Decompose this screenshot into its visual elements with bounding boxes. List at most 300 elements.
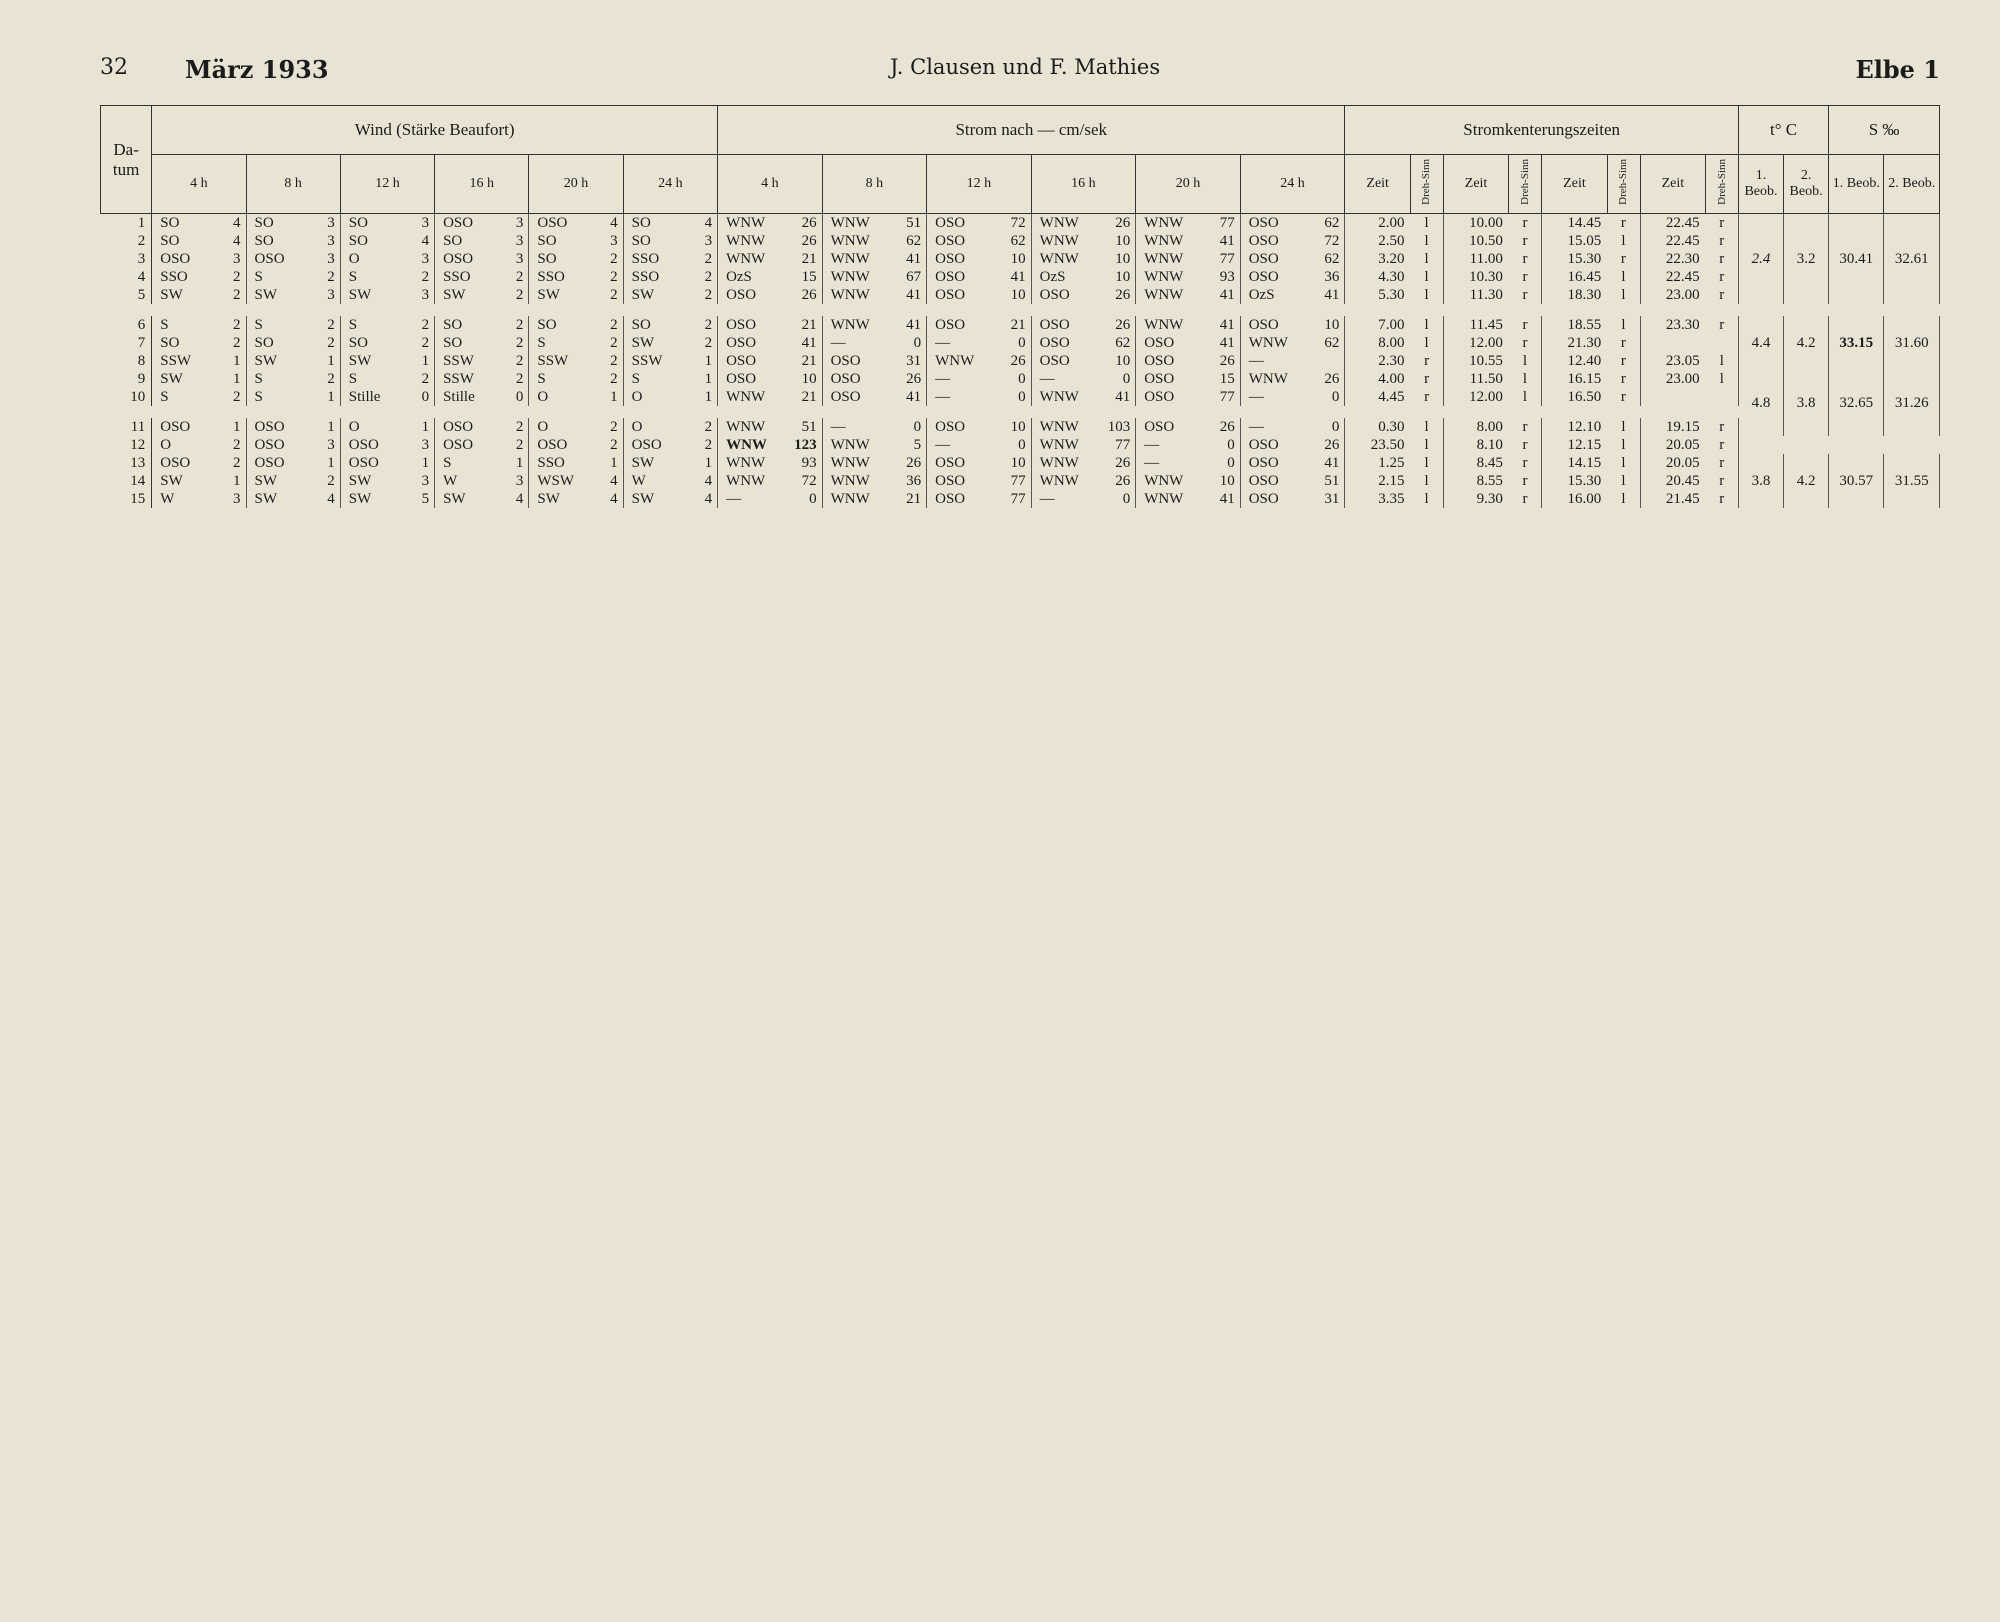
current-speed: 26 [775, 286, 822, 304]
wind-direction: OSO [160, 455, 191, 471]
wind-force: 2 [588, 370, 623, 388]
sal-beob-2: 31.60 [1884, 316, 1940, 370]
wind-force: 2 [211, 334, 246, 352]
current-direction: OSO [1248, 455, 1279, 471]
current-speed: 21 [879, 490, 926, 508]
current-speed: 26 [1193, 352, 1240, 370]
slack-time: 23.05 [1665, 353, 1700, 369]
table-row [101, 250, 1940, 268]
wind-force: 4 [211, 214, 246, 233]
slack-time: 2.15 [1378, 473, 1405, 489]
turn-sense: r [1706, 286, 1739, 304]
slack-time: 8.45 [1476, 455, 1503, 471]
wind-force: 1 [494, 454, 529, 472]
slack-time: 15.05 [1567, 233, 1602, 249]
current-speed: 51 [1298, 472, 1345, 490]
turn-sense: r [1607, 334, 1640, 352]
wind-direction: SO [254, 233, 274, 249]
current-direction: OSO [935, 491, 966, 507]
turn-sense: l [1706, 370, 1739, 388]
turn-sense: r [1607, 214, 1640, 233]
wind-direction: SW [537, 491, 560, 507]
current-speed: 0 [1089, 490, 1136, 508]
strom-hour-12: 12 h [927, 155, 1032, 214]
current-direction: WNW [1144, 269, 1184, 285]
current-direction: OSO [1144, 353, 1175, 369]
slack-time: 8.10 [1476, 437, 1503, 453]
wind-direction: SSO [443, 269, 471, 285]
wind-direction: O [631, 389, 643, 405]
slack-time: 8.00 [1476, 419, 1503, 435]
current-direction: OSO [1248, 233, 1279, 249]
slack-time: 10.00 [1469, 215, 1503, 231]
table-row [101, 286, 1940, 304]
slack-time: 12.00 [1469, 335, 1503, 351]
wind-force: 3 [494, 472, 529, 490]
slack-time: 23.50 [1370, 437, 1405, 453]
slack-time: 16.45 [1567, 269, 1602, 285]
current-direction: WNW [1039, 215, 1079, 231]
turn-sense: r [1509, 436, 1542, 454]
current-direction: WNW [726, 251, 766, 267]
wind-force: 2 [588, 286, 623, 304]
current-speed: 41 [879, 250, 926, 268]
wind-force: 3 [400, 436, 435, 454]
table-row [101, 436, 1940, 454]
turn-sense: l [1509, 388, 1542, 406]
current-speed: 21 [775, 316, 822, 334]
wind-direction: OSO [443, 419, 474, 435]
current-direction: WNW [830, 491, 870, 507]
current-speed: 10 [984, 418, 1031, 436]
wind-direction: SW [537, 287, 560, 303]
wind-direction: OSO [348, 437, 379, 453]
current-speed: 0 [1193, 454, 1240, 472]
wind-force: 2 [588, 436, 623, 454]
slack-time: 2.30 [1378, 353, 1405, 369]
wind-direction: S [537, 335, 546, 351]
day-cell: 3 [101, 250, 152, 268]
current-direction: WNW [726, 419, 766, 435]
wind-direction: SW [160, 371, 183, 387]
current-direction: WNW [830, 251, 870, 267]
strom-hour-16: 16 h [1031, 155, 1136, 214]
wind-direction: Stille [443, 389, 475, 405]
wind-direction: SO [537, 251, 557, 267]
current-speed: 26 [1089, 472, 1136, 490]
current-speed: 0 [984, 370, 1031, 388]
current-speed: 41 [1089, 388, 1136, 406]
slack-time: 20.05 [1665, 455, 1700, 471]
wind-force: 1 [588, 388, 623, 406]
current-speed: 0 [775, 490, 822, 508]
wind-direction: S [254, 389, 263, 405]
wind-direction: SSW [537, 353, 569, 369]
current-direction: — [1144, 455, 1160, 471]
current-direction: — [830, 335, 846, 351]
wind-direction: W [443, 473, 458, 489]
wind-direction: SO [160, 233, 180, 249]
march-table-body [101, 214, 1940, 509]
temp-beob-1: 1. Beob. [1738, 155, 1783, 214]
wind-force: 1 [305, 454, 340, 472]
table-row [101, 334, 1940, 352]
slack-time: 11.50 [1469, 371, 1503, 387]
wind-direction: OSO [537, 437, 568, 453]
day-cell: 14 [101, 472, 152, 490]
slack-time: 18.30 [1567, 287, 1602, 303]
kenter-dreh: Dreh-Sinn [1509, 155, 1542, 214]
wind-force: 2 [683, 334, 718, 352]
current-direction: WNW [726, 437, 767, 453]
turn-sense: r [1706, 436, 1739, 454]
slack-time: 3.20 [1378, 251, 1405, 267]
turn-sense: l [1607, 418, 1640, 436]
wind-direction: O [348, 419, 360, 435]
wind-force: 2 [494, 352, 529, 370]
wind-force: 5 [400, 490, 435, 508]
wind-force: 3 [400, 286, 435, 304]
table-row [101, 472, 1940, 490]
wind-direction: O [160, 437, 172, 453]
current-direction: WNW [726, 233, 766, 249]
current-speed: 26 [1089, 286, 1136, 304]
wind-force: 0 [494, 388, 529, 406]
slack-time: 0.30 [1378, 419, 1405, 435]
sal-beob-1: 1. Beob. [1829, 155, 1884, 214]
current-direction: WNW [1248, 371, 1288, 387]
current-direction: OzS [1039, 269, 1066, 285]
current-direction: OSO [1039, 317, 1070, 333]
slack-time: 4.00 [1378, 371, 1405, 387]
current-direction: OSO [830, 389, 861, 405]
turn-sense: r [1706, 268, 1739, 286]
wind-direction: SSO [631, 269, 660, 285]
wind-force: 2 [211, 388, 246, 406]
wind-force: 1 [305, 388, 340, 406]
current-speed: 77 [1193, 250, 1240, 268]
table-row [101, 370, 1940, 388]
slack-time: 14.45 [1567, 215, 1602, 231]
current-direction: OSO [935, 233, 966, 249]
current-direction: WNW [1144, 473, 1184, 489]
wind-force: 3 [305, 286, 340, 304]
kenter-zeit: Zeit [1640, 155, 1706, 214]
current-direction: WNW [726, 389, 766, 405]
wind-direction: S [631, 371, 640, 387]
current-direction: WNW [726, 215, 766, 231]
slack-time [1640, 334, 1706, 352]
turn-sense: r [1509, 334, 1542, 352]
current-direction: OSO [726, 317, 757, 333]
wind-force: 0 [400, 388, 435, 406]
current-direction: OSO [1248, 215, 1279, 231]
current-direction: WNW [726, 473, 766, 489]
slack-time: 12.10 [1567, 419, 1602, 435]
current-speed: 26 [1298, 370, 1345, 388]
turn-sense [1706, 388, 1739, 406]
table-row [101, 232, 1940, 250]
turn-sense: l [1410, 436, 1443, 454]
slack-time: 11.30 [1469, 287, 1503, 303]
wind-hour-12: 12 h [340, 155, 434, 214]
day-cell: 1 [101, 214, 152, 233]
wind-direction: SO [348, 335, 368, 351]
slack-time: 12.40 [1567, 353, 1602, 369]
turn-sense: r [1509, 214, 1542, 233]
slack-time: 14.15 [1567, 455, 1602, 471]
wind-direction: W [160, 491, 175, 507]
wind-direction: SO [537, 317, 557, 333]
current-speed: 62 [984, 232, 1031, 250]
turn-sense: l [1410, 232, 1443, 250]
table-row [101, 418, 1940, 436]
current-speed: 41 [1193, 334, 1240, 352]
turn-sense: r [1706, 214, 1739, 233]
wind-direction: OSO [254, 419, 285, 435]
turn-sense: l [1509, 370, 1542, 388]
current-direction: — [935, 371, 951, 387]
wind-force: 2 [683, 316, 718, 334]
kenter-zeit: Zeit [1345, 155, 1411, 214]
turn-sense: r [1607, 388, 1640, 406]
slack-time: 23.30 [1665, 317, 1700, 333]
current-speed: 10 [984, 250, 1031, 268]
current-speed: 0 [1193, 436, 1240, 454]
current-direction: WNW [830, 473, 870, 489]
turn-sense: l [1410, 334, 1443, 352]
wind-force: 1 [400, 352, 435, 370]
group-gap [101, 304, 1940, 316]
month-title: März 1933 [185, 55, 329, 84]
turn-sense: l [1607, 316, 1640, 334]
current-speed: 62 [1298, 334, 1345, 352]
wind-force: 4 [683, 490, 718, 508]
wind-hour-4: 4 h [152, 155, 246, 214]
wind-direction: S [254, 269, 263, 285]
wind-force: 3 [400, 472, 435, 490]
slack-time: 2.00 [1378, 215, 1405, 231]
slack-time: 23.00 [1665, 371, 1700, 387]
turn-sense: l [1410, 286, 1443, 304]
wind-force: 2 [683, 436, 718, 454]
header-temp: t° C [1738, 106, 1828, 155]
slack-time: 22.30 [1665, 251, 1700, 267]
current-direction: WNW [1039, 455, 1079, 471]
turn-sense: l [1706, 352, 1739, 370]
table-row [101, 388, 1940, 406]
authors: J. Clausen und F. Mathies [890, 55, 1161, 79]
current-speed: 41 [879, 316, 926, 334]
slack-time: 15.30 [1567, 251, 1602, 267]
wind-force: 2 [588, 250, 623, 268]
sal-beob-1: 30.57 [1829, 454, 1884, 508]
wind-force: 1 [683, 370, 718, 388]
wind-force: 4 [588, 490, 623, 508]
turn-sense: r [1706, 250, 1739, 268]
turn-sense: l [1509, 352, 1542, 370]
temp-beob-2: 3.8 [1784, 370, 1829, 436]
wind-force: 3 [400, 250, 435, 268]
wind-direction: S [537, 371, 546, 387]
turn-sense: r [1509, 268, 1542, 286]
wind-force: 1 [305, 352, 340, 370]
slack-time: 2.50 [1378, 233, 1405, 249]
turn-sense: r [1706, 418, 1739, 436]
temp-beob-1: 3.8 [1738, 454, 1783, 508]
wind-direction: OSO [537, 215, 568, 231]
current-direction: OSO [1248, 437, 1279, 453]
wind-force: 2 [494, 316, 529, 334]
current-direction: WNW [935, 353, 975, 369]
current-speed: 77 [1193, 388, 1240, 406]
current-direction: WNW [1039, 233, 1079, 249]
slack-time: 21.30 [1567, 335, 1602, 351]
day-cell: 6 [101, 316, 152, 334]
turn-sense: r [1509, 316, 1542, 334]
station-name: Elbe 1 [1855, 55, 1940, 84]
current-speed: 0 [879, 418, 926, 436]
turn-sense: l [1410, 472, 1443, 490]
wind-force: 2 [588, 334, 623, 352]
wind-hour-24: 24 h [623, 155, 717, 214]
current-direction: OSO [935, 419, 966, 435]
wind-force: 2 [588, 352, 623, 370]
current-direction: WNW [830, 233, 870, 249]
header-strom: Strom nach — cm/sek [718, 106, 1345, 155]
wind-force: 4 [211, 232, 246, 250]
wind-force: 3 [494, 232, 529, 250]
current-speed: 72 [775, 472, 822, 490]
current-speed: 10 [984, 286, 1031, 304]
slack-time: 16.00 [1567, 491, 1602, 507]
current-direction: OSO [935, 215, 966, 231]
wind-direction: S [443, 455, 452, 471]
current-speed: 26 [1193, 418, 1240, 436]
slack-time: 10.30 [1469, 269, 1503, 285]
wind-direction: SSO [160, 269, 188, 285]
current-direction: WNW [1144, 215, 1184, 231]
current-speed: 41 [879, 286, 926, 304]
wind-direction: SSO [537, 455, 565, 471]
current-direction: WNW [1248, 335, 1288, 351]
current-speed: 10 [1089, 250, 1136, 268]
wind-direction: SSO [537, 269, 565, 285]
temp-beob-2: 2. Beob. [1784, 155, 1829, 214]
current-direction: — [830, 419, 846, 435]
slack-time: 20.05 [1665, 437, 1700, 453]
current-direction: WNW [830, 437, 870, 453]
wind-force: 2 [683, 250, 718, 268]
current-direction: — [1248, 419, 1264, 435]
wind-direction: O [537, 419, 549, 435]
wind-force: 3 [683, 232, 718, 250]
wind-force: 2 [305, 472, 340, 490]
current-speed: 67 [879, 268, 926, 286]
table-row [101, 490, 1940, 508]
wind-force: 3 [211, 490, 246, 508]
wind-direction: S [348, 371, 358, 387]
current-direction: WNW [830, 317, 870, 333]
current-direction: WNW [1039, 473, 1079, 489]
current-direction: — [1248, 353, 1264, 369]
day-cell: 5 [101, 286, 152, 304]
current-speed: 77 [984, 472, 1031, 490]
current-direction: OzS [726, 269, 752, 285]
current-speed: 72 [984, 214, 1031, 233]
slack-time: 16.15 [1567, 371, 1602, 387]
turn-sense: l [1410, 316, 1443, 334]
current-direction: OSO [1144, 389, 1175, 405]
sal-beob-1: 33.15 [1829, 316, 1884, 370]
current-direction: — [1039, 491, 1055, 507]
day-cell: 10 [101, 388, 152, 406]
kenter-dreh: Dreh-Sinn [1410, 155, 1443, 214]
wind-direction: O [631, 419, 643, 435]
wind-direction: SSW [631, 353, 663, 369]
wind-direction: OSO [631, 437, 662, 453]
wind-direction: SO [443, 317, 463, 333]
wind-direction: OSO [443, 215, 474, 231]
sal-beob-2: 31.55 [1884, 454, 1940, 508]
wind-force: 1 [400, 454, 435, 472]
sal-beob-2: 2. Beob. [1884, 155, 1940, 214]
wind-force: 4 [305, 490, 340, 508]
current-direction: WNW [1039, 419, 1079, 435]
wind-direction: S [348, 269, 358, 285]
wind-direction: SO [631, 215, 651, 231]
current-direction: OSO [1248, 317, 1279, 333]
slack-time: 22.45 [1665, 215, 1700, 231]
current-direction: OSO [726, 335, 757, 351]
page-number: 32 [100, 55, 128, 80]
slack-time: 12.15 [1567, 437, 1602, 453]
slack-time: 7.00 [1378, 317, 1405, 333]
wind-direction: S [160, 317, 169, 333]
current-speed: 10 [1193, 472, 1240, 490]
current-speed: 62 [1298, 214, 1345, 233]
table-row [101, 316, 1940, 334]
wind-force: 2 [588, 316, 623, 334]
current-speed: 41 [775, 334, 822, 352]
wind-force: 2 [494, 418, 529, 436]
current-speed: 0 [879, 334, 926, 352]
turn-sense: l [1607, 436, 1640, 454]
wind-direction: SSW [443, 353, 474, 369]
turn-sense: r [1706, 490, 1739, 508]
slack-time: 12.00 [1469, 389, 1503, 405]
wind-direction: SW [348, 473, 372, 489]
wind-force: 2 [494, 334, 529, 352]
current-speed: 21 [775, 388, 822, 406]
wind-force: 2 [211, 286, 246, 304]
kenter-zeit: Zeit [1542, 155, 1608, 214]
wind-force: 2 [305, 370, 340, 388]
wind-direction: OSO [443, 251, 474, 267]
wind-force: 2 [494, 286, 529, 304]
wind-force: 3 [305, 436, 340, 454]
wind-direction: SO [443, 233, 463, 249]
wind-force: 1 [211, 352, 246, 370]
wind-direction: SSO [631, 251, 660, 267]
wind-direction: O [348, 251, 360, 267]
current-direction: OSO [935, 287, 966, 303]
slack-time: 21.45 [1665, 491, 1700, 507]
current-speed [1298, 352, 1345, 370]
current-direction: OSO [1144, 335, 1175, 351]
current-speed: 0 [984, 334, 1031, 352]
slack-time: 8.00 [1378, 335, 1405, 351]
